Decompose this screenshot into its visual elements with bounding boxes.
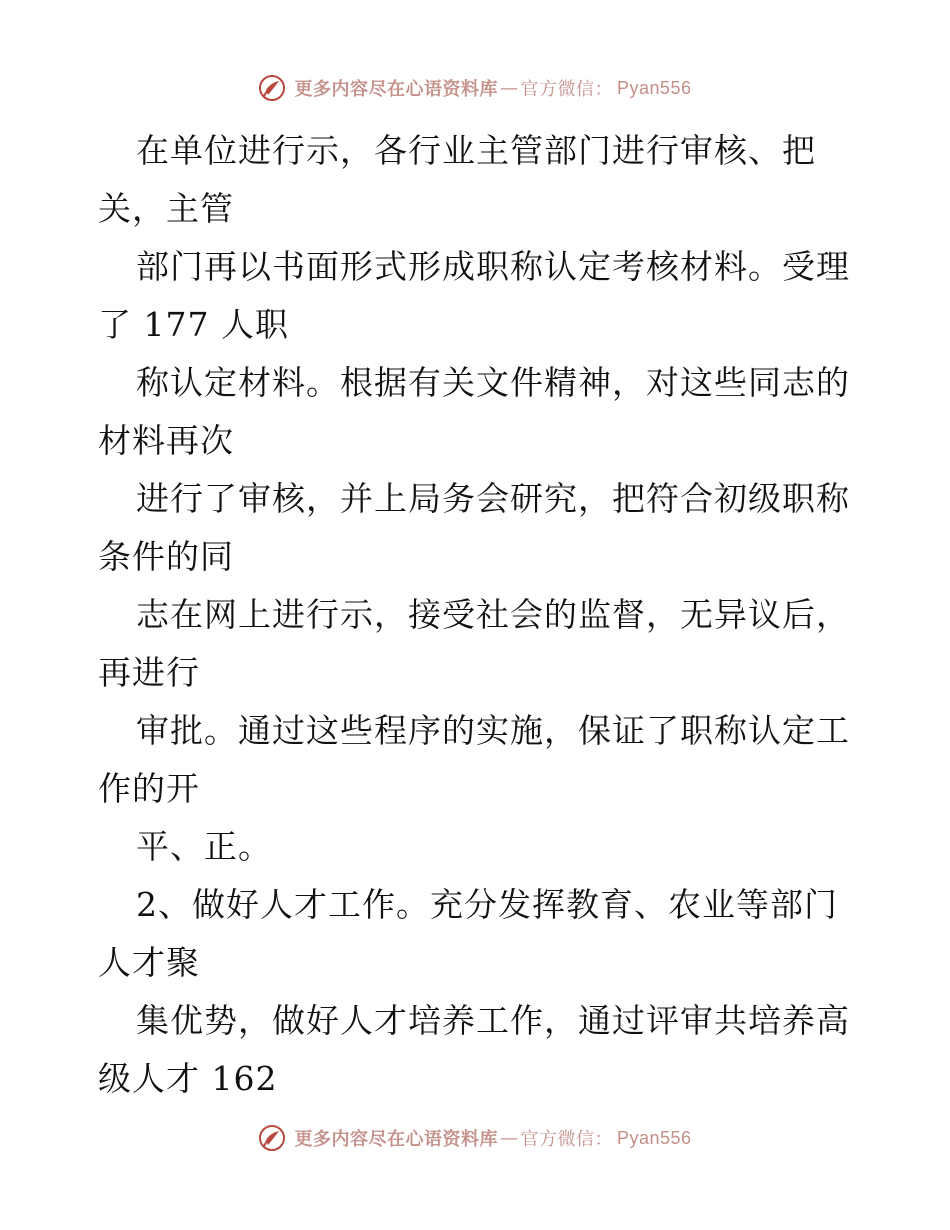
watermark-main-text: 更多内容尽在心语资料库 bbox=[294, 79, 498, 100]
body-line: 志在网上进行示，接受社会的监督，无异议后， bbox=[136, 595, 850, 634]
body-line: 了 177 人职 bbox=[98, 305, 289, 344]
document-body bbox=[98, 122, 858, 1108]
watermark-side-text: 官方微信： bbox=[520, 1129, 613, 1150]
watermark-separator: — bbox=[499, 1127, 519, 1149]
header-watermark bbox=[0, 74, 950, 102]
watermark-logo-icon bbox=[258, 74, 286, 102]
body-line: 在单位进行示，各行业主管部门进行审核、把 bbox=[136, 131, 816, 170]
body-line: 人才聚 bbox=[98, 943, 200, 982]
body-line: 部门再以书面形式形成职称认定考核材料。受理 bbox=[136, 247, 850, 286]
watermark-text-group bbox=[294, 75, 691, 101]
body-line: 集优势，做好人才培养工作，通过评审共培养高 bbox=[136, 1001, 850, 1040]
body-line: 平、正。 bbox=[136, 827, 272, 866]
body-line: 进行了审核，并上局务会研究，把符合初级职称 bbox=[136, 479, 850, 518]
body-line: 关，主管 bbox=[98, 189, 234, 228]
body-line: 再进行 bbox=[98, 653, 200, 692]
body-line: 审批。通过这些程序的实施，保证了职称认定工 bbox=[136, 711, 850, 750]
watermark-code: Pyan556 bbox=[616, 77, 692, 98]
footer-watermark bbox=[0, 1124, 950, 1152]
body-line: 条件的同 bbox=[98, 537, 234, 576]
body-line: 级人才 162 bbox=[98, 1059, 278, 1098]
body-line: 称认定材料。根据有关文件精神，对这些同志的 bbox=[136, 363, 850, 402]
watermark-separator: — bbox=[499, 77, 519, 99]
watermark-logo-icon bbox=[258, 1124, 286, 1152]
body-line: 材料再次 bbox=[98, 421, 234, 460]
body-line: 作的开 bbox=[98, 769, 200, 808]
body-line: 2、做好人才工作。充分发挥教育、农业等部门 bbox=[136, 885, 838, 924]
watermark-main-text: 更多内容尽在心语资料库 bbox=[294, 1129, 498, 1150]
watermark-code: Pyan556 bbox=[616, 1127, 692, 1148]
watermark-text-group bbox=[294, 1125, 691, 1151]
watermark-side-text: 官方微信： bbox=[520, 79, 613, 100]
